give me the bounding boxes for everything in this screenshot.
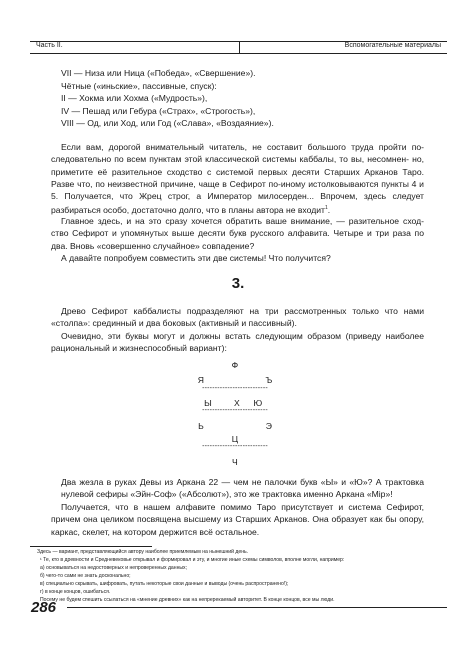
diagram-letter: Ы [204, 398, 212, 408]
diagram-letter: Я [197, 375, 205, 385]
running-header [30, 41, 447, 53]
diagram-divider: -------------------------- [202, 407, 268, 414]
footnote: г) в конце концов, ошибаться. [40, 589, 111, 595]
header-separator [239, 41, 240, 53]
paragraph-6: Два жезла в руках Девы из Аркана 22 — чем не палочки букв «Ы» и «Ю»? А трактовка нулевой сефиры «Эйн-Соф» («Абсолют»), это же трактовка именно Аркана «Мір»! [61, 477, 424, 500]
footnote-ref: 1 [324, 205, 328, 212]
paragraph-3: А давайте попробуем совместить эти две системы! Что получится? [61, 253, 331, 263]
list-item: Чётные («иньские», пассивные, спуск): [61, 80, 217, 91]
diagram-divider: -------------------------- [202, 385, 268, 392]
diagram-letter: Ц [231, 434, 239, 444]
list-item: II — Хокма или Хохма («Мудрость»), [61, 93, 208, 103]
list-item: IV — Пешад или Гебура («Страх», «Строгость»), [61, 105, 256, 116]
diagram-letter: Х [234, 398, 240, 408]
page-number: 286 [31, 599, 57, 616]
footnote: в) специально скрывать, шифровать, путать некоторые свои данные и выводы (очень распространено!); [40, 581, 289, 587]
page-number-rule [67, 607, 447, 608]
diagram-letter: Ю [253, 398, 263, 408]
header-right: Вспомогательные материалы [344, 42, 441, 49]
section-heading: 3. [231, 275, 245, 292]
footnote: Посему не будем спешить ссылаться на «мнение древних» как на непререкаемый авторитет. В конце концов, все мы люди. [40, 597, 335, 603]
list-item: VIII — Од, или Ход, или Год («Слава», «Воздаяние»). [61, 118, 274, 128]
list-item: VII — Низа или Ница («Победа», «Свершение»). [61, 68, 256, 78]
diagram-letter: Ъ [265, 375, 273, 385]
footnote: б) чего-то сами не знать досконально; [40, 573, 131, 579]
diagram-letter: Ф [231, 360, 239, 370]
paragraph-2: Главное здесь, и на это сразу хочется обратить ваше внимание, — разительное сход- ство Сефирот и упомянутых выше десяти букв русского алфавита. Четыре и три раза по два. Вновь «совершенно случайное» совпадение? [51, 216, 424, 251]
diagram-letter: Э [265, 421, 273, 431]
diagram-letter: Ь [198, 421, 204, 431]
footnote: ¹ Те, кто в древности и Средневековье открывал и формировал и эту, и многие иные схемы символов, вполне могли, например: [40, 557, 345, 563]
footnote-rule [30, 546, 152, 547]
paragraph-5: Очевидно, эти буквы могут и должны встать следующим образом (приведу наиболее рациональный и жизнеспособный вариант): [51, 331, 424, 354]
paragraph-1: Если вам, дорогой внимательный читатель, не составит большого труда пройти по- следовательно по всем пунктам этой классической системы каббалы, то вы, несомнен- но, приметите её разительное сходство с системой первых десяти Старших Арканов Таро. Разве что, по неизвестной причине, чаще в Сефирот по-иному истолковываются пункты 4 и 5. Получается, что Жрец строг, а Император милосерден... Впрочем, здесь следует разбираться особо, достаточно долго, что в планы автора не входит$^1$. [51, 142, 424, 216]
header-bottom-rule [30, 53, 447, 54]
diagram-letter: Ч [232, 457, 238, 467]
header-left: Часть II. [36, 42, 63, 49]
paragraph-7: Получается, что в нашем алфавите помимо Таро присутствует и система Сефирот, причем она целиком посвящена высшему из Старших Арканов. Она образует как бы опору, каркас, скелет, на котором держится всё остальное. [51, 502, 424, 537]
sefirot-list [61, 67, 274, 130]
diagram-divider: -------------------------- [202, 443, 268, 450]
footnote: а) основываться на недостоверных и непроверенных данных; [40, 565, 188, 571]
paragraph-4: Древо Сефирот каббалисты подразделяют на три рассмотренных только что нами «столпа»: срединный и два боковых (активный и пассивный). [51, 306, 424, 329]
footnote: Здесь — вариант, представляющийся автору наиболее приемлемым на нынешний день. [37, 549, 249, 555]
header-top-rule [30, 41, 447, 42]
